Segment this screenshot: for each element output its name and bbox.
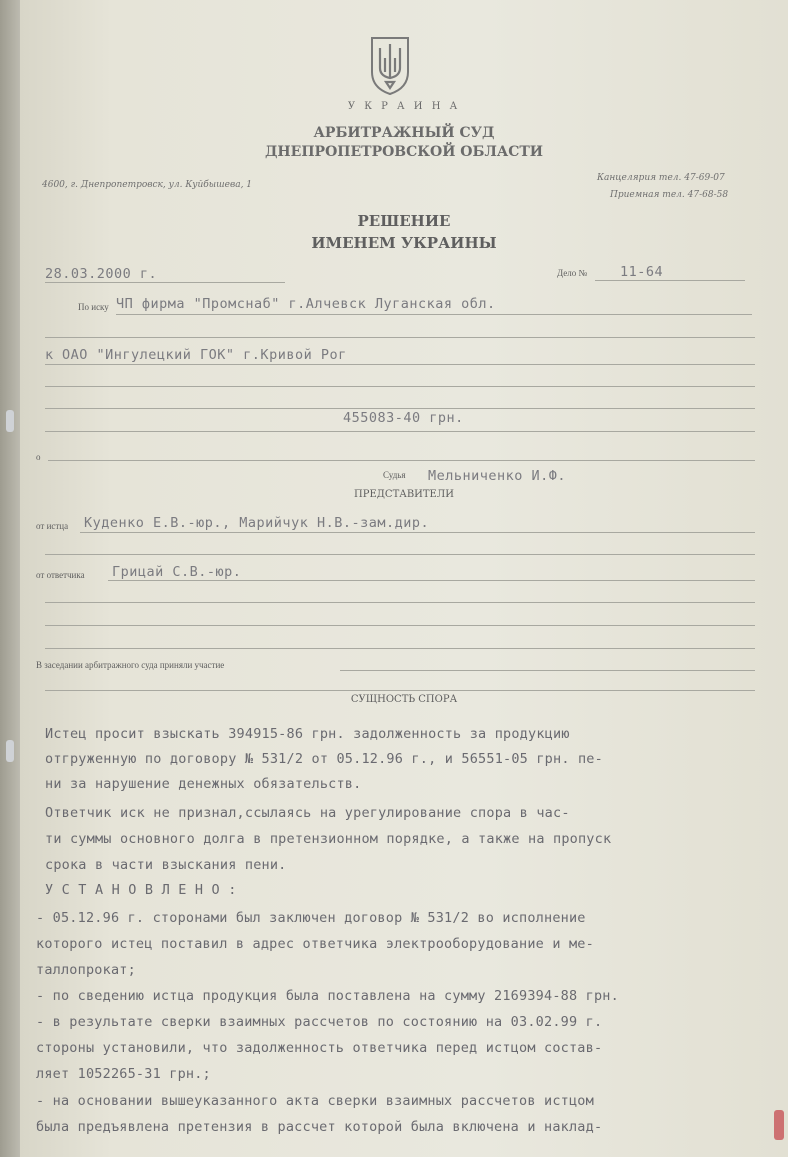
form-line [108, 580, 755, 581]
country-name: У К Р А И Н А [347, 101, 461, 112]
body-line: таллопрокат; [36, 962, 136, 978]
essence-heading: СУЩНОСТЬ СПОРА [350, 694, 458, 705]
form-line [45, 386, 755, 387]
body-line: ти суммы основного долга в претензионном порядке, а также на пропуск [45, 831, 612, 847]
form-line [595, 280, 745, 281]
body-line: отгруженную по договору № 531/2 от 05.12.96 г., и 56551-05 грн. пе- [45, 751, 603, 767]
form-line [45, 431, 755, 432]
staple [6, 740, 14, 762]
red-mark [774, 1110, 784, 1140]
body-line: Истец просит взыскать 394915-86 грн. задолженность за продукцию [45, 726, 570, 742]
participants-label: В заседании арбитражного суда приняли участие [36, 660, 225, 670]
case-number-label: Дело № [557, 268, 588, 278]
form-line [45, 337, 755, 338]
defendant-name: ОАО "Ингулецкий ГОК" г.Кривой Рог [62, 347, 347, 363]
body-line: ляет 1052265-31 грн.; [36, 1066, 211, 1082]
trident-emblem-icon [368, 34, 412, 96]
established-heading: У С Т А Н О В Л Е Н О : [45, 882, 237, 898]
form-line [80, 532, 755, 533]
body-line: которого истец поставил в адрес ответчика электрооборудование и ме- [36, 936, 594, 952]
court-name-line2: ДНЕПРОПЕТРОВСКОЙ ОБЛАСТИ [264, 144, 544, 160]
form-line [45, 625, 755, 626]
form-line [45, 554, 755, 555]
claim-amount: 455083-40 грн. [343, 410, 464, 426]
form-line [45, 364, 755, 365]
document-page [20, 0, 788, 1157]
form-line [45, 690, 755, 691]
reception-phone: Приемная тел. 47-68-58 [610, 190, 729, 200]
defendant-rep-label: от ответчика [36, 570, 85, 580]
defendant-representative: Грицай С.В.-юр. [112, 564, 242, 580]
form-line [45, 648, 755, 649]
court-name-line1: АРБИТРАЖНЫЙ СУД [313, 125, 495, 141]
form-line [340, 670, 755, 671]
plaintiff-name: ЧП фирма "Промснаб" г.Алчевск Луганская обл. [116, 296, 496, 312]
plaintiff-rep-label: от истца [36, 521, 69, 531]
representatives-heading: ПРЕДСТАВИТЕЛИ [354, 489, 454, 500]
form-line [48, 460, 755, 461]
chancery-phone: Канцелярия тел. 47-69-07 [597, 173, 725, 183]
judge-name: Мельниченко И.Ф. [428, 468, 567, 484]
body-line: - в результате сверки взаимных рассчетов по состоянию на 03.02.99 г. [36, 1014, 603, 1030]
body-line: была предъявлена претензия в рассчет которой была включена и наклад- [36, 1119, 603, 1135]
claim-label: По иску [78, 302, 109, 312]
court-address: 4600, г. Днепропетровск, ул. Куйбышева, 1 [42, 180, 253, 190]
form-line [45, 602, 755, 603]
case-number: 11-64 [620, 264, 664, 280]
decision-subtitle: ИМЕНЕМ УКРАИНЫ [311, 234, 497, 252]
staple [6, 410, 14, 432]
judge-label: Судья [383, 470, 406, 480]
subject-label: о [36, 452, 41, 462]
body-line: - на основании вышеуказанного акта сверки взаимных рассчетов истцом [36, 1093, 594, 1109]
decision-date: 28.03.2000 г. [45, 266, 158, 282]
form-line [116, 314, 752, 315]
body-line: стороны установили, что задолженность ответчика перед истцом состав- [36, 1040, 603, 1056]
form-line [45, 282, 285, 283]
binding-edge [0, 0, 20, 1157]
form-line [45, 408, 755, 409]
body-line: - 05.12.96 г. сторонами был заключен договор № 531/2 во исполнение [36, 910, 586, 926]
body-line: срока в части взыскания пени. [45, 857, 287, 873]
body-line: Ответчик иск не признал,ссылаясь на урегулирование спора в час- [45, 805, 570, 821]
defendant-prefix: к [45, 347, 54, 363]
plaintiff-representatives: Куденко Е.В.-юр., Марийчук Н.В.-зам.дир. [84, 515, 430, 531]
body-line: - по сведению истца продукция была поставлена на сумму 2169394-88 грн. [36, 988, 619, 1004]
decision-title: РЕШЕНИЕ [357, 212, 451, 230]
body-line: ни за нарушение денежных обязательств. [45, 776, 362, 792]
